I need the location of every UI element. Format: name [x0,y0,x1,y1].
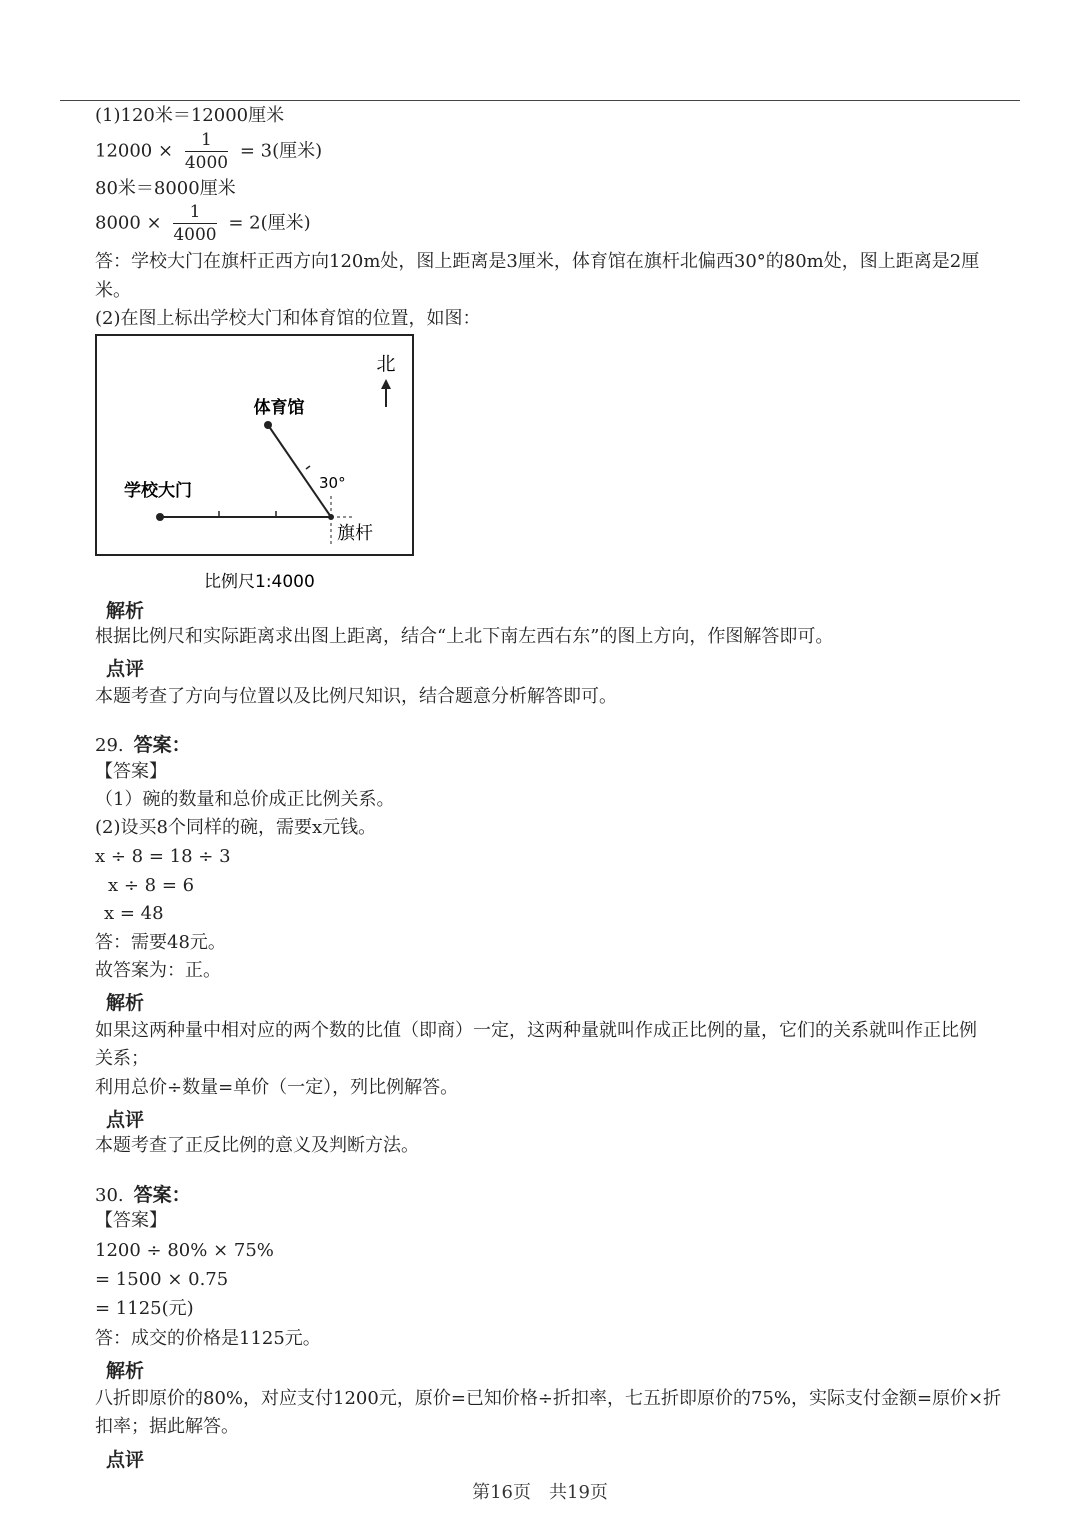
q28-comment-title: 点评 [106,658,145,680]
gym-line [268,425,331,517]
q30-analysis-a: 八折即原价的80%，对应支付1200元，原价=已知价格÷折扣率，七五折即原价的75%，实际支付金额=原价×折 [95,1388,1002,1409]
q30-header [95,1180,191,1207]
north-arrowhead-icon [381,379,391,389]
q28-analysis: 根据比例尺和实际距离求出图上距离，结合“上北下南左西右东”的图上方向，作图解答即可。 [95,626,834,647]
flagpole-point [328,514,334,520]
denominator: 4000 [173,225,217,245]
header-rule [60,100,1020,101]
answer-heading: 答案： [133,1184,191,1206]
q30-analysis-title: 解析 [106,1360,145,1382]
north-label: 北 [376,353,396,375]
gate-label: 学校大门 [124,481,192,501]
q29-analysis-c: 利用总价÷数量=单价（一定），列比例解答。 [95,1077,459,1098]
q29-header [95,730,191,757]
q29-analysis-b: 关系； [95,1048,149,1069]
q30-eq-1: 1200 ÷ 80% × 75% [95,1240,274,1261]
q29-tag: 【答案】 [95,761,167,782]
calc1-right: = 3(厘米) [239,140,323,162]
direction-figure [94,333,424,595]
q28-line-3: 80米＝8000厘米 [95,178,236,199]
figure-frame [96,335,413,555]
q29-eq-2: x ÷ 8 = 6 [108,875,195,896]
q29-result: 故答案为：正。 [95,960,221,981]
q28-answer-b: 米。 [95,280,131,301]
q30-eq-2: = 1500 × 0.75 [95,1269,229,1290]
calc1-left: 12000 × [95,140,174,162]
question-number: 29. [95,735,124,756]
q29-eq-3: x = 48 [104,903,164,924]
page-footer: 第16页 共19页 [472,1482,608,1503]
angle-label: 30° [319,474,346,492]
q30-tag: 【答案】 [95,1210,167,1231]
q28-part2: (2)在图上标出学校大门和体育馆的位置，如图： [95,308,481,329]
gym-label: 体育馆 [253,398,305,418]
numerator: 1 [173,202,216,224]
q29-line-1: （1）碗的数量和总价成正比例关系。 [95,789,395,810]
q29-answer: 答：需要48元。 [95,932,226,953]
q29-eq-1: x ÷ 8 = 18 ÷ 3 [95,846,231,867]
q29-line-2: (2)设买8个同样的碗，需要x元钱。 [95,817,377,838]
q29-analysis-a: 如果这两种量中相对应的两个数的比值（即商）一定，这两种量就叫作成正比例的量，它们的关系就叫作正比例 [95,1020,977,1041]
question-number: 30. [95,1185,124,1206]
gym-tick [306,466,310,469]
q30-analysis-b: 扣率；据此解答。 [95,1416,239,1437]
calc2-right: = 2(厘米) [228,212,311,234]
calc2-left: 8000 × [95,212,162,234]
numerator: 1 [185,130,228,152]
fraction [185,130,228,173]
q28-calc-2 [95,202,311,245]
q29-analysis-title: 解析 [106,992,145,1014]
q29-comment: 本题考查了正反比例的意义及判断方法。 [95,1135,419,1156]
q28-analysis-title: 解析 [106,600,145,622]
q30-comment-title: 点评 [106,1449,145,1471]
q28-comment: 本题考查了方向与位置以及比例尺知识，结合题意分析解答即可。 [95,686,617,707]
q30-eq-3: = 1125(元) [95,1298,194,1319]
q28-answer-a: 答：学校大门在旗杆正西方向120m处，图上距离是3厘米，体育馆在旗杆北偏西30°的80m处，图上距离是2厘 [95,251,980,272]
answer-heading: 答案： [133,734,191,756]
q28-calc-1 [95,130,322,173]
flagpole-label: 旗杆 [337,523,373,544]
q29-comment-title: 点评 [106,1109,145,1131]
scale-label: 比例尺1:4000 [204,572,315,592]
q30-answer: 答：成交的价格是1125元。 [95,1328,321,1349]
denominator: 4000 [184,153,229,173]
q28-line-1: (1)120米＝12000厘米 [95,105,285,126]
fraction [173,202,216,245]
